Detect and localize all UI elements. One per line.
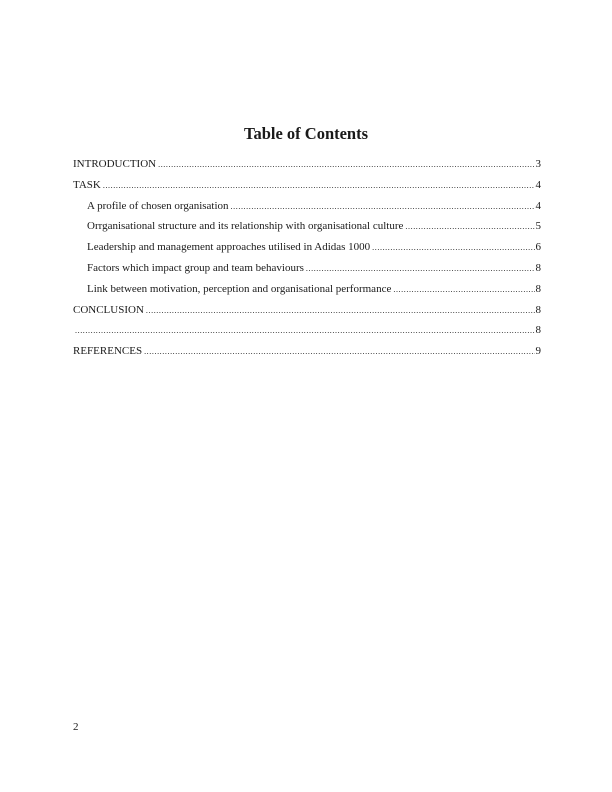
toc-entry-leadership[interactable] bbox=[73, 241, 541, 262]
toc-entry-label: CONCLUSION bbox=[73, 303, 144, 316]
toc-entry-profile[interactable] bbox=[73, 200, 541, 221]
dot-leader bbox=[393, 285, 534, 294]
toc-entry-references[interactable] bbox=[73, 345, 541, 366]
table-of-contents bbox=[73, 158, 541, 366]
toc-entry-task[interactable] bbox=[73, 179, 541, 200]
toc-entry-page: 5 bbox=[535, 220, 541, 233]
toc-entry-factors[interactable] bbox=[73, 262, 541, 283]
toc-entry-page: 8 bbox=[535, 261, 541, 274]
page-number: 2 bbox=[73, 721, 79, 733]
toc-entry-page: 4 bbox=[535, 178, 541, 191]
toc-entry-page: 6 bbox=[535, 241, 541, 254]
toc-entry-motivation[interactable] bbox=[73, 283, 541, 304]
toc-entry-page: 4 bbox=[535, 199, 541, 212]
toc-entry-label: Leadership and management approaches utilised in Adidas 1000 bbox=[87, 241, 371, 254]
toc-entry-label: REFERENCES bbox=[73, 345, 143, 358]
dot-leader bbox=[146, 306, 535, 315]
toc-title: Table of Contents bbox=[243, 124, 369, 143]
toc-entry-structure[interactable] bbox=[73, 220, 541, 241]
toc-entry-page: 3 bbox=[535, 158, 541, 170]
toc-entry-page: 9 bbox=[535, 345, 541, 358]
toc-entry-page: 8 bbox=[535, 324, 541, 337]
toc-entry-label: INTRODUCTION bbox=[73, 158, 157, 170]
dot-leader bbox=[103, 181, 535, 190]
dot-leader bbox=[231, 202, 535, 211]
toc-entry-label: Link between motivation, perception and organisational performance bbox=[87, 282, 392, 295]
toc-entry-label: Orrganisational structure and its relationship with organisational culture bbox=[87, 220, 404, 233]
toc-entry-blank[interactable] bbox=[73, 324, 541, 345]
toc-entry-page: 8 bbox=[535, 303, 541, 316]
dot-leader bbox=[75, 326, 535, 335]
dot-leader bbox=[405, 222, 534, 231]
toc-entry-label: A profile of chosen organisation bbox=[87, 199, 229, 212]
dot-leader bbox=[158, 160, 534, 169]
toc-entry-conclusion[interactable] bbox=[73, 304, 541, 325]
dot-leader bbox=[144, 347, 534, 356]
dot-leader bbox=[306, 264, 535, 273]
toc-entry-label: TASK bbox=[73, 178, 101, 191]
dot-leader bbox=[372, 243, 534, 252]
toc-entry-page: 8 bbox=[535, 282, 541, 295]
toc-entry-introduction[interactable] bbox=[73, 158, 541, 179]
toc-entry-label: Factors which impact group and team behaviours bbox=[87, 261, 304, 274]
